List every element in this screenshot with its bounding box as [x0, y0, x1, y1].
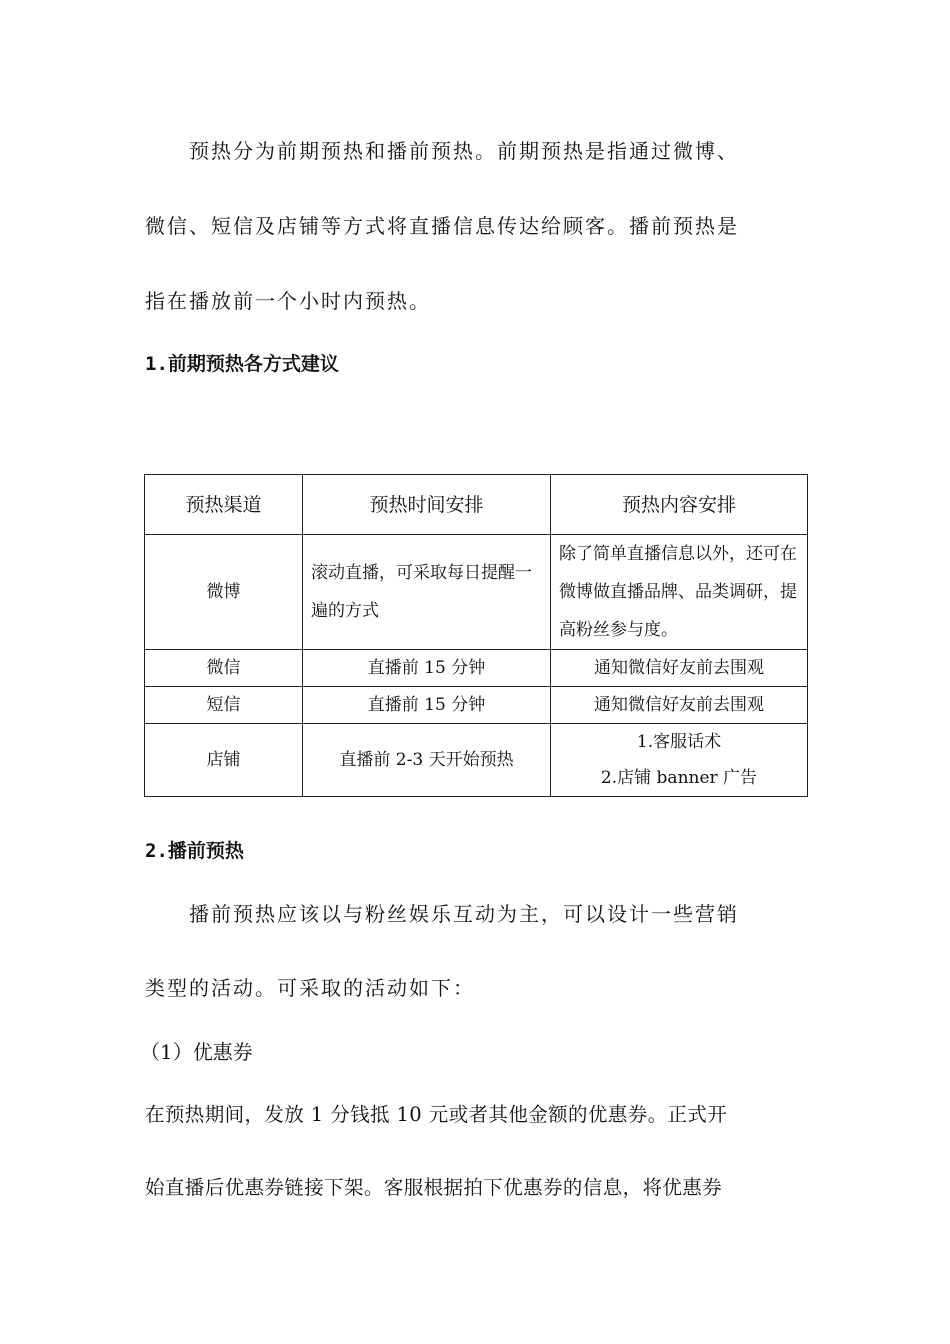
header-channel: 预热渠道: [145, 475, 303, 535]
content-item: 2.店铺 banner 广告: [600, 768, 758, 788]
cell-content: [551, 724, 808, 797]
cell-time: 直播前 15 分钟: [303, 650, 551, 687]
cell-content: 通知微信好友前去围观: [551, 650, 808, 687]
content-item: 1.客服话术: [636, 732, 722, 752]
cell-time: 直播前 15 分钟: [303, 687, 551, 724]
table-header-row: [145, 475, 808, 535]
intro-line-1: 预热分为前期预热和播前预热。前期预热是指通过微博、: [189, 139, 739, 163]
section2-heading: 2.播前预热: [145, 840, 244, 862]
table-row: [145, 650, 808, 687]
cell-channel: 店铺: [145, 724, 303, 797]
coupon-line-1: 在预热期间，发放 1 分钱抵 10 元或者其他金额的优惠券。正式开: [145, 1103, 728, 1126]
cell-channel: 微博: [145, 535, 303, 650]
table-row: [145, 724, 808, 797]
cell-time: 滚动直播，可采取每日提醒一遍的方式: [303, 535, 551, 650]
header-content: 预热内容安排: [551, 475, 808, 535]
coupon-subheading: （1）优惠券: [140, 1040, 253, 1064]
intro-line-2: 微信、短信及店铺等方式将直播信息传达给顾客。播前预热是: [145, 214, 739, 238]
table-row: [145, 687, 808, 724]
header-time: 预热时间安排: [303, 475, 551, 535]
cell-time: 直播前 2-3 天开始预热: [303, 724, 551, 797]
preheat-plan-table: [144, 474, 808, 797]
section1-heading: 1.前期预热各方式建议: [145, 353, 339, 375]
cell-channel: 短信: [145, 687, 303, 724]
coupon-line-2: 始直播后优惠券链接下架。客服根据拍下优惠券的信息，将优惠券: [145, 1176, 723, 1199]
section2-line-2: 类型的活动。可采取的活动如下：: [145, 976, 475, 1000]
intro-line-3: 指在播放前一个小时内预热。: [145, 289, 431, 313]
cell-channel: 微信: [145, 650, 303, 687]
table-row: [145, 535, 808, 650]
cell-content: 除了简单直播信息以外，还可在微博做直播品牌、品类调研，提高粉丝参与度。: [551, 535, 808, 650]
cell-content: 通知微信好友前去围观: [551, 687, 808, 724]
section2-line-1: 播前预热应该以与粉丝娱乐互动为主，可以设计一些营销: [189, 902, 739, 926]
